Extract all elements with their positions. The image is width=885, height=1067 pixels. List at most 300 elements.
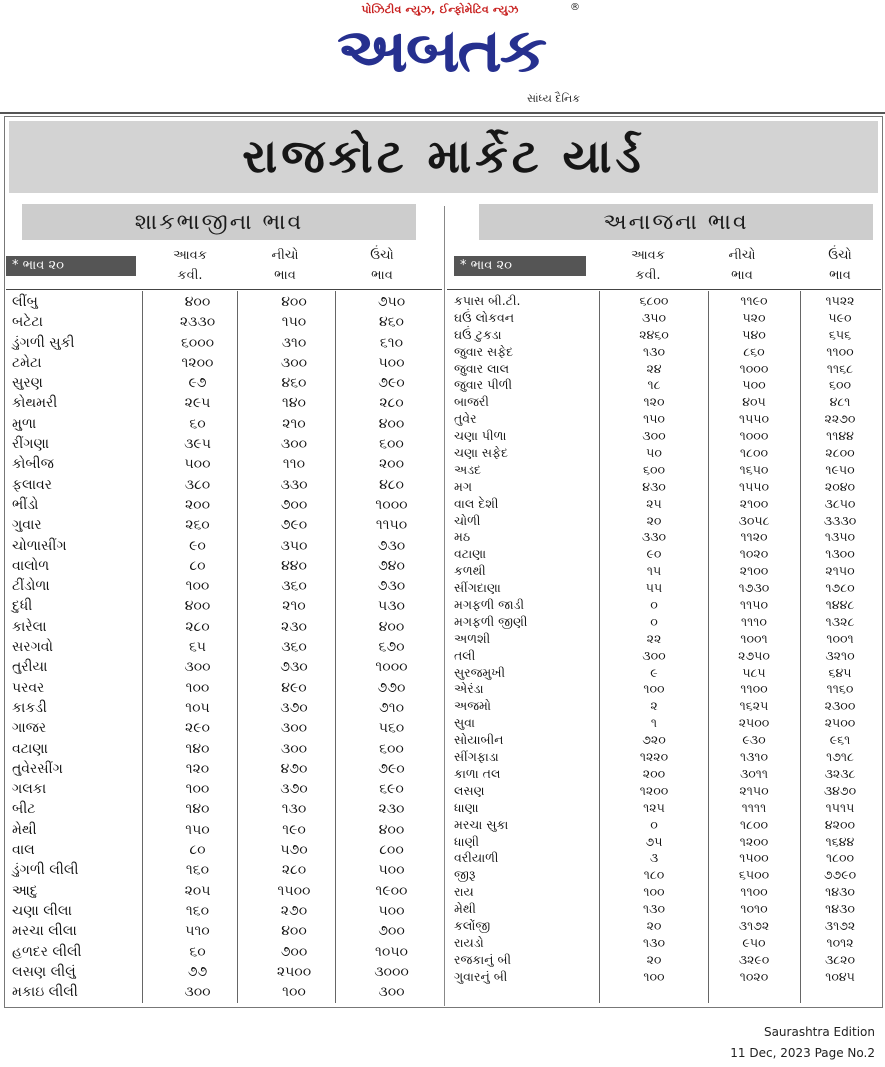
item-name: કાકડી	[12, 699, 47, 716]
arrival-value: ૨૦૦	[642, 765, 666, 781]
low-price: ૩૬૦	[281, 639, 307, 656]
table-row	[450, 918, 880, 935]
high-price: ૧૦૫૦	[375, 943, 408, 960]
arrival-value: ૧૨૫	[643, 799, 665, 815]
veg-col-arrival-line1: આવક	[173, 248, 207, 263]
high-price: ૨૨૭૦	[824, 411, 856, 427]
arrival-value: ૧૩૦	[643, 901, 665, 917]
high-price: ૯૬૧	[829, 732, 851, 748]
table-row	[450, 681, 880, 698]
vegetables-section-title: શાકભાજીના ભાવ	[22, 204, 416, 240]
item-name: સુવા	[454, 715, 475, 731]
low-price: ૧૦૦૧	[740, 630, 768, 646]
high-price: ૫૩૦	[378, 598, 405, 615]
arrival-value: ૧૫૦	[643, 411, 665, 427]
high-price: ૧૫૧૫	[825, 799, 855, 815]
table-row	[450, 496, 880, 513]
low-price: ૧૧૧૧	[741, 799, 767, 815]
high-price: ૫૦૦	[378, 902, 405, 919]
low-price: ૩૭૦	[280, 781, 308, 798]
item-name: રાય	[454, 884, 474, 900]
veg-col-arrival	[150, 246, 230, 286]
high-price: ૭૪૦	[378, 557, 405, 574]
low-price: ૧૫૦૦	[739, 850, 769, 866]
tagline: પોઝિટીવ ન્યુઝ, ઈન્ફોમેટિવ ન્યુઝ	[361, 3, 519, 16]
low-price: ૧૦૦૦	[739, 360, 769, 376]
item-name: ચણા પીળા	[454, 428, 507, 444]
table-row	[450, 546, 880, 563]
table-row	[8, 475, 440, 495]
high-price: ૧૬૪૪	[825, 833, 855, 849]
high-price: ૭૩૦	[377, 578, 406, 595]
low-price: ૬૫૦૦	[738, 867, 770, 883]
low-price: ૩૭૦	[280, 699, 308, 716]
low-price: ૧૫૦૦	[277, 882, 311, 899]
arrival-value: ૧૫	[646, 563, 662, 579]
high-price: ૩૦૦૦	[374, 963, 409, 980]
item-name: ટમેટા	[12, 354, 42, 371]
high-price: ૨૧૫૦	[825, 563, 855, 579]
high-price: ૪૦૦	[378, 821, 405, 838]
low-price: ૮૬૦	[743, 343, 765, 359]
high-price: ૩૦૦	[378, 984, 405, 1001]
item-name: સરગવો	[12, 639, 54, 656]
low-price: ૪૬૦	[281, 375, 307, 392]
table-row	[8, 799, 440, 819]
high-price: ૧૧૬૮	[826, 360, 854, 376]
item-name: એરંડા	[454, 681, 484, 697]
high-price: ૫૦૦	[378, 354, 405, 371]
arrival-value: ૨૦	[646, 951, 662, 967]
vegetables-price-badge: * ભાવ ૨૦	[6, 256, 136, 276]
item-name: જુવાર લાલ	[454, 360, 510, 376]
table-row	[8, 840, 440, 860]
item-name: મગફળી જાડી	[454, 597, 525, 613]
item-name: મેથી	[12, 821, 37, 838]
low-price: ૧૩૧૦	[739, 749, 769, 765]
high-price: ૧૭૧૮	[826, 749, 854, 765]
table-row	[450, 563, 880, 580]
table-row	[8, 333, 440, 353]
table-row	[450, 749, 880, 766]
low-price: ૨૮૦	[281, 862, 307, 879]
high-price: ૧૫૨૨	[825, 293, 855, 308]
item-name: સીંગદાણા	[454, 580, 501, 596]
grain-col-arrival-line2: કવી.	[635, 268, 661, 283]
arrival-value: ૬૫	[188, 639, 207, 656]
table-row	[450, 479, 880, 496]
low-price: ૩૦૦	[280, 720, 308, 737]
low-price: ૪૯૦	[281, 679, 307, 696]
high-price: ૧૩૦૦	[825, 546, 855, 562]
table-row	[450, 529, 880, 546]
table-row	[8, 860, 440, 880]
table-row	[450, 597, 880, 614]
high-price: ૨૦૦	[378, 456, 405, 473]
arrival-value: ૨૪૬૦	[639, 326, 669, 342]
table-row	[450, 935, 880, 952]
high-price: ૩૩૩૦	[823, 512, 857, 528]
item-name: મઠ	[454, 529, 471, 545]
low-price: ૨૩૦	[281, 618, 307, 635]
grain-col-high-line2: ભાવ	[829, 268, 851, 283]
arrival-value: ૧૩૦	[643, 934, 665, 950]
arrival-value: ૯	[650, 664, 658, 680]
grain-col-arrival-line1: આવક	[631, 248, 665, 263]
high-price: ૭૯૦	[378, 760, 405, 777]
table-row	[450, 665, 880, 682]
table-row	[450, 580, 880, 597]
arrival-value: ૬૦	[189, 415, 206, 432]
arrival-value: ૩૩૦	[641, 529, 667, 545]
high-price: ૧૧૦૦	[826, 343, 854, 359]
arrival-value: ૯૦	[646, 546, 662, 562]
high-price: ૪૦૦	[378, 618, 405, 635]
table-row	[450, 462, 880, 479]
high-price: ૪૮૧	[829, 394, 851, 410]
grains-section-title: અનાજના ભાવ	[479, 204, 873, 240]
high-price: ૩૪૭૦	[823, 782, 857, 798]
edition-tag: સાંધ્ય દૈનિક	[526, 92, 580, 105]
grain-col-high	[800, 246, 880, 286]
high-price: ૫૯૦	[828, 309, 852, 325]
low-price: ૧૦૦૦	[739, 428, 769, 444]
item-name: ટીંડોળા	[12, 578, 50, 595]
veg-header-rule	[6, 289, 442, 290]
high-price: ૧૪૪૮	[825, 597, 855, 613]
item-name: કોબીજ	[12, 456, 54, 473]
low-price: ૨૭૫૦	[738, 647, 770, 663]
arrival-value: ૪૦૦	[184, 294, 211, 310]
item-name: ડુંગળી લીલી	[12, 862, 79, 879]
arrival-value: ૭૫	[645, 833, 663, 849]
arrival-value: ૩૦૦	[642, 647, 666, 663]
item-name: ચણા સફેદ	[454, 445, 508, 461]
item-name: તુરીયા	[12, 659, 48, 676]
item-name: તુવેર	[454, 411, 477, 427]
high-price: ૧૮૦૦	[825, 850, 855, 866]
high-price: ૮૦૦	[379, 842, 404, 859]
arrival-value: ૨૬૦	[185, 517, 210, 534]
arrival-value: ૩૮૦	[184, 476, 211, 493]
arrival-value: ૯૭	[188, 375, 207, 392]
item-name: મેથી	[454, 901, 476, 917]
high-price: ૭૭૯૦	[823, 867, 857, 883]
arrival-value: ૦	[650, 613, 658, 629]
item-name: જીરૂ	[454, 867, 476, 883]
item-name: લીંબુ	[12, 294, 38, 310]
high-price: ૭૭૦	[377, 679, 406, 696]
low-price: ૫૮૫	[742, 664, 766, 680]
arrival-value: ૦	[650, 816, 658, 832]
item-name: મરચા લીલા	[12, 923, 77, 940]
table-row	[8, 414, 440, 434]
low-price: ૫૭૦	[280, 842, 308, 859]
item-name: ગુવારનું બી	[454, 968, 508, 984]
arrival-value: ૨૮૦	[185, 618, 210, 635]
table-row	[450, 310, 880, 327]
low-price: ૧૪૦	[282, 395, 306, 412]
grain-col-low-line2: ભાવ	[731, 268, 753, 283]
high-price: ૧૩૫૦	[824, 529, 856, 545]
low-price: ૩૦૦	[280, 436, 308, 453]
item-name: ગાજર	[12, 720, 47, 737]
low-price: ૩૧૭૨	[738, 917, 770, 933]
table-row	[8, 373, 440, 393]
arrival-value: ૧૦૦	[185, 679, 210, 696]
high-price: ૧૪૩૦	[825, 884, 855, 900]
arrival-value: ૧૪૦	[185, 740, 210, 757]
high-price: ૬૯૦	[379, 781, 404, 798]
item-name: બાજરી	[454, 394, 489, 410]
item-name: વાલ	[12, 842, 35, 859]
low-price: ૧૧૫૦	[740, 597, 768, 613]
item-name: ધાણી	[454, 833, 480, 849]
arrival-value: ૩૦૦	[184, 984, 211, 1001]
high-price: ૨૩૦૦	[824, 698, 856, 714]
arrival-value: ૭૭	[187, 963, 208, 980]
low-price: ૭૩૦	[280, 659, 308, 676]
grain-header-rule	[447, 289, 881, 290]
item-name: ડુંગળી સુકી	[12, 334, 75, 351]
arrival-value: ૦	[650, 597, 658, 613]
vegetables-table	[8, 292, 440, 1002]
table-row	[8, 657, 440, 677]
low-price: ૧૫૫૦	[738, 478, 770, 494]
arrival-value: ૫૫	[645, 580, 663, 596]
high-price: ૧૧૪૪	[826, 428, 854, 444]
table-row	[450, 394, 880, 411]
low-price: ૩૬૦	[281, 578, 307, 595]
low-price: ૨૭૦	[280, 902, 308, 919]
table-row	[450, 715, 880, 732]
item-name: આદુ	[12, 882, 38, 899]
item-name: ધાણા	[454, 799, 479, 815]
low-price: ૭૯૦	[280, 517, 308, 534]
item-name: કલોંજી	[454, 917, 491, 933]
arrival-value: ૧૦૫	[185, 699, 210, 716]
low-price: ૧૧૧૦	[741, 613, 767, 629]
low-price: ૯૫૦	[742, 934, 766, 950]
table-row	[450, 411, 880, 428]
arrival-value: ૫૧૦	[185, 923, 210, 940]
low-price: ૨૧૦	[282, 415, 306, 432]
table-row	[8, 942, 440, 962]
item-name: સોયાબીન	[454, 732, 504, 748]
low-price: ૧૫૫૦	[738, 411, 770, 427]
high-price: ૧૯૫૦	[825, 461, 855, 477]
grains-price-badge: * ભાવ ૨૦	[454, 256, 586, 276]
low-price: ૫૪૦	[742, 326, 766, 342]
low-price: ૨૧૦	[282, 598, 306, 615]
arrival-value: ૮૦	[189, 842, 206, 859]
high-price: ૧૦૪૫	[825, 968, 855, 984]
table-row	[8, 921, 440, 941]
arrival-value: ૨૪	[646, 360, 662, 376]
low-price: ૪૭૦	[280, 760, 308, 777]
table-row	[450, 648, 880, 665]
item-name: કપાસ બી.ટી.	[454, 293, 521, 308]
item-name: મુળા	[12, 415, 37, 432]
table-row	[450, 952, 880, 969]
table-row	[450, 428, 880, 445]
table-row	[450, 513, 880, 530]
low-price: ૪૦૫	[742, 394, 766, 410]
low-price: ૩૫૦	[280, 537, 308, 554]
table-row	[8, 739, 440, 759]
grain-col-low	[702, 246, 782, 286]
low-price: ૧૦૨૦	[739, 546, 769, 562]
low-price: ૧૭૩૦	[738, 580, 770, 596]
veg-col-high-line1: ઉંચો	[370, 248, 394, 263]
low-price: ૧૯૦	[282, 821, 306, 838]
arrival-value: ૧૦૦	[185, 578, 210, 595]
low-price: ૧૨૦૦	[739, 833, 769, 849]
high-price: ૨૩૦	[378, 801, 405, 818]
table-row	[8, 393, 440, 413]
table-row	[450, 698, 880, 715]
table-row	[450, 445, 880, 462]
table-row	[450, 614, 880, 631]
high-price: ૩૨૧૦	[825, 647, 855, 663]
table-row	[8, 962, 440, 982]
arrival-value: ૩૯૫	[184, 436, 211, 453]
high-price: ૧૪૩૦	[825, 901, 855, 917]
high-price: ૬૭૦	[378, 639, 405, 656]
arrival-value: ૯૦	[189, 537, 206, 554]
high-price: ૪૬૦	[379, 314, 404, 331]
low-price: ૧૧૯૦	[740, 293, 768, 308]
arrival-value: ૧૮	[647, 377, 661, 393]
arrival-value: ૬૦૦	[642, 461, 666, 477]
low-price: ૭૦૦	[280, 943, 308, 960]
table-row	[450, 344, 880, 361]
high-price: ૪૦૦	[378, 415, 405, 432]
table-row	[8, 779, 440, 799]
low-price: ૧૮૦૦	[739, 445, 769, 461]
high-price: ૫૬૦	[378, 720, 405, 737]
high-price: ૩૧૭૨	[824, 917, 856, 933]
table-row	[450, 884, 880, 901]
item-name: ગુવાર	[12, 517, 42, 534]
table-row	[450, 783, 880, 800]
low-price: ૩૦૦	[280, 740, 308, 757]
low-price: ૧૧૨૦	[740, 529, 768, 545]
low-price: ૨૫૦૦	[738, 715, 770, 731]
table-row	[8, 718, 440, 738]
item-name: ચણા લીલા	[12, 902, 72, 919]
low-price: ૭૦૦	[280, 496, 308, 513]
arrival-value: ૨૫	[646, 495, 662, 511]
low-price: ૨૧૫૦	[739, 782, 769, 798]
low-price: ૫૦૦	[742, 377, 766, 393]
table-row	[8, 596, 440, 616]
arrival-value: ૨૦૦	[184, 496, 211, 513]
low-price: ૧૧૦૦	[740, 681, 768, 697]
arrival-value: ૧૦૦	[643, 681, 665, 697]
high-price: ૬૦૦	[828, 377, 852, 393]
item-name: જુવાર સફેદ	[454, 343, 514, 359]
arrival-value: ૫૦૦	[184, 456, 211, 473]
low-price: ૩૦૧૧	[739, 765, 769, 781]
table-row	[450, 867, 880, 884]
low-price: ૩૧૦	[281, 334, 307, 351]
high-price: ૭૫૦	[377, 294, 406, 310]
veg-col-high-line2: ભાવ	[371, 268, 393, 283]
high-price: ૪૨૦૦	[824, 816, 856, 832]
grains-table	[450, 293, 880, 986]
high-price: ૨૦૪૦	[824, 478, 856, 494]
high-price: ૧૦૦૦	[375, 496, 408, 513]
item-name: તુવેરસીંગ	[12, 760, 63, 777]
item-name: સુરજમુખી	[454, 664, 506, 680]
high-price: ૩૮૨૦	[824, 951, 856, 967]
item-name: તલી	[454, 647, 476, 663]
grain-col-high-line1: ઉંચો	[828, 248, 852, 263]
item-name: કળથી	[454, 563, 486, 579]
low-price: ૨૫૦૦	[276, 963, 312, 980]
arrival-value: ૨૦	[646, 512, 662, 528]
arrival-value: ૫૦	[646, 445, 662, 461]
low-price: ૪૦૦	[281, 923, 307, 940]
low-price: ૧૩૦	[281, 801, 307, 818]
arrival-value: ૪૩૦	[642, 478, 666, 494]
column-divider	[444, 206, 445, 1006]
item-name: અડદ	[454, 461, 482, 477]
low-price: ૩૦૦	[280, 354, 308, 371]
table-row	[8, 637, 440, 657]
table-row	[450, 901, 880, 918]
item-name: મગ	[454, 478, 472, 494]
item-name: અજમો	[454, 698, 491, 714]
item-name: કોથમરી	[12, 395, 58, 412]
item-name: મકાઇ લીલી	[12, 984, 78, 1001]
table-row	[450, 327, 880, 344]
arrival-value: ૨૯૦	[185, 720, 210, 737]
item-name: ગલકા	[12, 781, 47, 798]
arrival-value: ૨૯૫	[184, 395, 211, 412]
low-price: ૧૮૦૦	[739, 816, 769, 832]
arrival-value: ૧૨૦	[643, 394, 665, 410]
item-name: સુરણ	[12, 375, 43, 392]
arrival-value: ૬૦	[189, 943, 206, 960]
table-row	[450, 817, 880, 834]
high-price: ૭૩૦	[377, 537, 406, 554]
item-name: અળશી	[454, 630, 491, 646]
arrival-value: ૬૦૦૦	[180, 334, 215, 351]
low-price: ૩૦૫૮	[738, 512, 770, 528]
arrival-value: ૧૨૨૦	[639, 749, 669, 765]
low-price: ૧૬૨૫	[739, 698, 769, 714]
table-row	[8, 292, 440, 312]
arrival-value: ૧૨૦	[185, 760, 210, 777]
item-name: વટાણા	[12, 740, 48, 757]
table-row	[450, 361, 880, 378]
arrival-value: ૨૨	[646, 630, 662, 646]
item-name: ચોળી	[454, 512, 481, 528]
item-name: હળદર લીલી	[12, 943, 82, 960]
item-name: બીટ	[12, 801, 36, 818]
table-row	[8, 434, 440, 454]
high-price: ૧૦૦૧	[826, 630, 854, 646]
arrival-value: ૨૩૩૦	[179, 314, 216, 331]
item-name: વરીયાળી	[454, 850, 499, 866]
arrival-value: ૭૨૦	[642, 732, 666, 748]
table-row	[8, 982, 440, 1002]
item-name: વાલોળ	[12, 557, 50, 574]
low-price: ૧૧૦	[282, 456, 306, 473]
high-price: ૬૫૬	[828, 326, 852, 342]
